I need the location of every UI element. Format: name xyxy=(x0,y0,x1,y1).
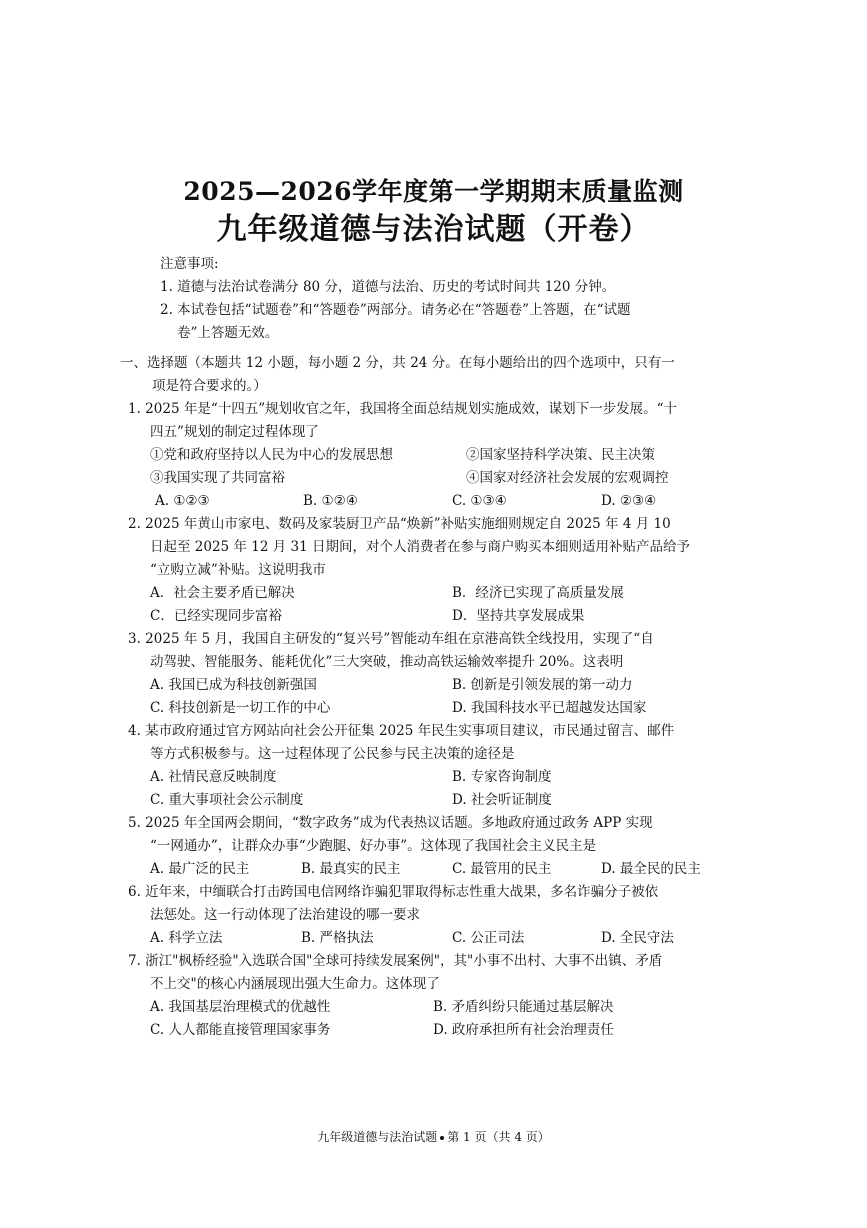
question-2-option-d: D．坚持共享发展成果 xyxy=(452,608,585,624)
question-2-option-b: B．经济已实现了高质量发展 xyxy=(452,585,624,601)
footer-title: 九年级道德与法治试题 xyxy=(317,1130,438,1144)
exam-subtitle: 九年级道德与法治试题（开卷） xyxy=(216,212,651,247)
question-5-option-c: C. 最管用的民主 xyxy=(452,861,552,877)
question-1-option-c: C. ①③④ xyxy=(452,493,507,509)
page-number: 第 1 页（共 4 页） xyxy=(447,1130,550,1144)
bullet-icon xyxy=(440,1136,444,1140)
question-1-option-a: A. ①②③ xyxy=(155,493,210,509)
question-5-option-b: B. 最真实的民主 xyxy=(301,861,401,877)
question-6-stem-cont: 法惩处。这一行动体现了法治建设的哪一要求 xyxy=(150,907,420,923)
question-2-stem: 2. 2025 年黄山市家电、数码及家装厨卫产品“焕新”补贴实施细则规定自 2025 年 4 月 10 xyxy=(128,516,671,532)
question-3-stem: 3. 2025 年 5 月，我国自主研发的“复兴号”智能动车组在京港高铁全线投用，实现了“自 xyxy=(128,631,654,647)
question-7-stem-cont: 不上交"的核心内涵展现出强大生命力。这体现了 xyxy=(150,976,440,992)
question-1-statement-4: ④国家对经济社会发展的宏观调控 xyxy=(466,470,669,486)
question-3-option-d: D. 我国科技水平已超越发达国家 xyxy=(452,700,647,716)
question-4-option-b: B. 专家咨询制度 xyxy=(452,769,552,785)
question-1-stem: 1. 2025 年是“十四五”规划收官之年，我国将全面总结规划实施成效，谋划下一步发展。“十 xyxy=(128,401,678,417)
question-2-option-c: C．已经实现同步富裕 xyxy=(150,608,282,624)
question-6-stem: 6. 近年来，中缅联合打击跨国电信网络诈骗犯罪取得标志性重大战果，多名诈骗分子被依 xyxy=(128,884,659,900)
question-3-option-a: A. 我国已成为科技创新强国 xyxy=(150,677,317,693)
page-footer xyxy=(0,1128,867,1145)
question-6-option-c: C. 公正司法 xyxy=(452,930,525,946)
section-heading: 一、选择题（本题共 12 小题，每小题 2 分，共 24 分。在每小题给出的四个选项中，只有一 xyxy=(120,355,675,371)
question-7-option-b: B. 矛盾纠纷只能通过基层解决 xyxy=(433,999,614,1015)
notice-item-2-cont: 卷”上答题无效。 xyxy=(177,325,279,341)
notice-heading: 注意事项: xyxy=(160,256,219,272)
question-4-option-a: A. 社情民意反映制度 xyxy=(150,769,277,785)
question-6-option-b: B. 严格执法 xyxy=(301,930,374,946)
notice-item-2: 2. 本试卷包括“试题卷”和“答题卷”两部分。请务必在“答题卷”上答题，在“试题 xyxy=(160,302,631,318)
question-4-option-d: D. 社会听证制度 xyxy=(452,792,552,808)
question-2-stem-cont: 日起至 2025 年 12 月 31 日期间，对个人消费者在参与商户购买本细则适用补贴产品给予 xyxy=(150,539,690,555)
question-4-option-c: C. 重大事项社会公示制度 xyxy=(150,792,304,808)
question-4-stem-cont: 等方式积极参与。这一过程体现了公民参与民主决策的途径是 xyxy=(150,746,515,762)
question-1-statement-3: ③我国实现了共同富裕 xyxy=(150,470,285,486)
question-1-stem-cont: 四五”规划的制定过程体现了 xyxy=(150,424,319,440)
question-2-stem-cont: “立购立减”补贴。这说明我市 xyxy=(150,562,326,578)
question-7-option-d: D. 政府承担所有社会治理责任 xyxy=(433,1022,614,1038)
question-5-stem-cont: “一网通办”，让群众办事“少跑腿、好办事”。这体现了我国社会主义民主是 xyxy=(150,838,597,854)
question-6-option-d: D. 全民守法 xyxy=(601,930,674,946)
question-7-option-c: C. 人人都能直接管理国家事务 xyxy=(150,1022,331,1038)
question-2-option-a: A．社会主要矛盾已解决 xyxy=(150,585,295,601)
question-6-option-a: A. 科学立法 xyxy=(150,930,223,946)
question-5-stem: 5. 2025 年全国两会期间，“数字政务”成为代表热议话题。多地政府通过政务 APP 实现 xyxy=(128,815,653,831)
question-4-stem: 4. 某市政府通过官方网站向社会公开征集 2025 年民生实事项目建议，市民通过留言、邮件 xyxy=(128,723,675,739)
question-3-option-c: C. 科技创新是一切工作的中心 xyxy=(150,700,331,716)
question-1-statement-2: ②国家坚持科学决策、民主决策 xyxy=(466,447,655,463)
question-5-option-d: D. 最全民的民主 xyxy=(601,861,701,877)
question-3-option-b: B. 创新是引领发展的第一动力 xyxy=(452,677,633,693)
question-7-option-a: A. 我国基层治理模式的优越性 xyxy=(150,999,331,1015)
question-1-statement-1: ①党和政府坚持以人民为中心的发展思想 xyxy=(150,447,393,463)
question-1-option-d: D. ②③④ xyxy=(601,493,657,509)
exam-title: 2025—2026学年度第一学期期末质量监测 xyxy=(183,177,684,206)
section-heading-cont: 项是符合要求的。） xyxy=(152,378,267,394)
question-5-option-a: A. 最广泛的民主 xyxy=(150,861,250,877)
question-7-stem: 7. 浙江"枫桥经验"入选联合国"全球可持续发展案例"，其"小事不出村、大事不出镇、矛盾 xyxy=(128,953,663,969)
question-1-option-b: B. ①②④ xyxy=(303,493,358,509)
notice-item-1: 1. 道德与法治试卷满分 80 分，道德与法治、历史的考试时间共 120 分钟。 xyxy=(160,279,616,295)
question-3-stem-cont: 动驾驶、智能服务、能耗优化”三大突破，推动高铁运输效率提升 20%。这表明 xyxy=(150,654,624,670)
